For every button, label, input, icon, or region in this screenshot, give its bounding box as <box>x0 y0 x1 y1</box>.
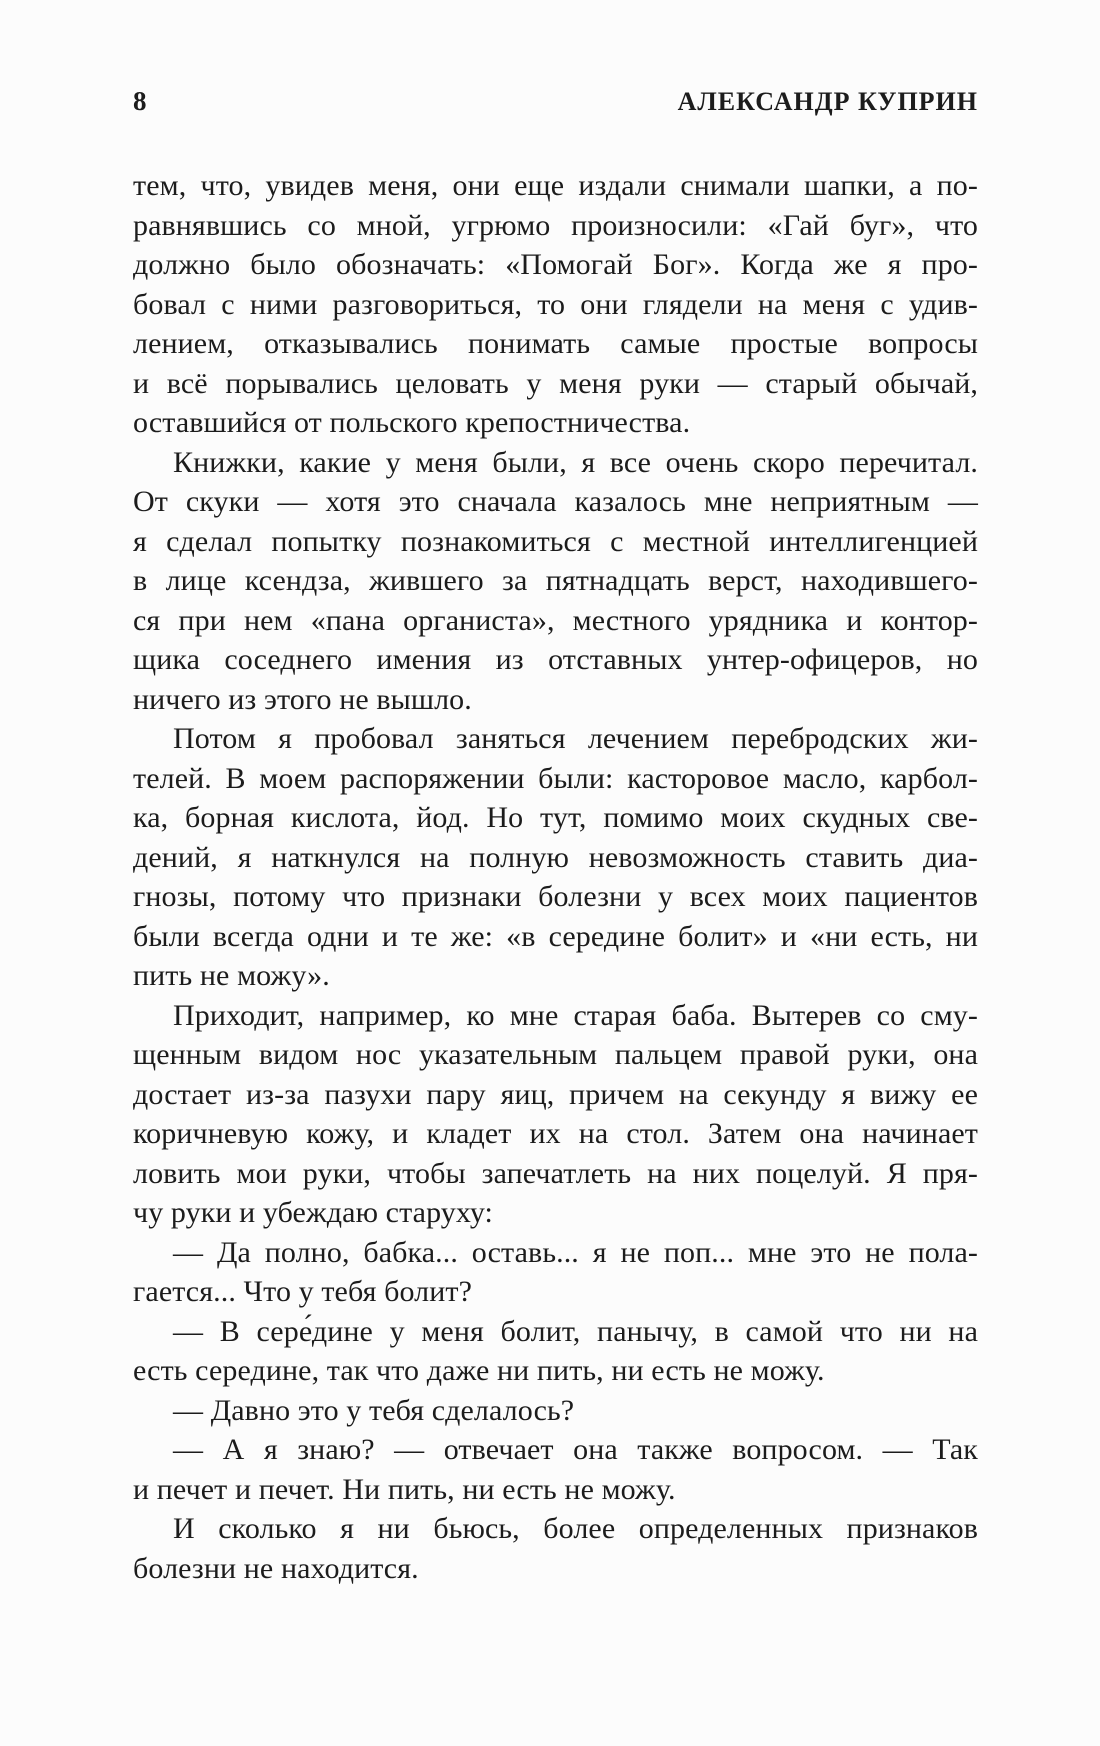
text-line: — А я знаю? — отвечает она также вопросом. — Так <box>173 1433 978 1466</box>
text-line: оставшийся от польского крепостничества. <box>133 406 691 439</box>
page-number: 8 <box>133 86 147 116</box>
content-column <box>133 0 978 1588</box>
text-line: Книжки, какие у меня были, я все очень скоро перечитал. <box>173 445 978 479</box>
text-line: бовал с ними разговориться, то они глядели на меня с удив- <box>133 287 978 321</box>
text-line: и печет и печет. Ни пить, ни есть не можу. <box>133 1472 676 1506</box>
text-line: — В сере́дине у меня болит, панычу, в самой что ни на <box>173 1314 978 1348</box>
text-line: — Да полно, бабка... оставь... я не поп... мне это не пола- <box>173 1235 978 1269</box>
text-line: коричневую кожу, и кладет их на стол. Затем она начинает <box>133 1117 978 1150</box>
text-line: телей. В моем распоряжении были: касторовое масло, карбол- <box>133 761 978 795</box>
text-line: щенным видом нос указательным пальцем правой руки, она <box>133 1038 978 1071</box>
body-text <box>133 166 978 1588</box>
text-line: в лице ксендза, жившего за пятнадцать верст, находившего- <box>133 564 978 597</box>
text-line: есть середине, так что даже ни пить, ни есть не можу. <box>133 1354 825 1387</box>
text-line: От скуки — хотя это сначала казалось мне неприятным — <box>133 485 978 518</box>
text-line: чу руки и убеждаю старуху: <box>133 1196 493 1229</box>
text-line: тем, что, увидев меня, они еще издали снимали шапки, а по- <box>133 169 978 202</box>
text-line: были всегда одни и те же: «в середине болит» и «ни есть, ни <box>133 919 978 953</box>
text-line: лением, отказывались понимать самые простые вопросы <box>133 327 978 360</box>
text-line: достает из-за пазухи пару яиц, причем на секунду я вижу ее <box>133 1077 978 1111</box>
text-line: ка, борная кислота, йод. Но тут, помимо моих скудных све- <box>133 801 978 834</box>
text-line: И сколько я ни бьюсь, более определенных признаков <box>173 1512 978 1545</box>
text-line: щика соседнего имения из отставных унтер-офицеров, но <box>133 643 978 676</box>
text-line: ловить мои руки, чтобы запечатлеть на них поцелуй. Я пря- <box>133 1156 978 1190</box>
text-line: и всё порывались целовать у меня руки — старый обычай, <box>133 366 978 400</box>
text-line: дений, я наткнулся на полную невозможность ставить диа- <box>133 840 978 874</box>
page-header <box>133 0 978 120</box>
text-line: Потом я пробовал заняться лечением перебродских жи- <box>173 722 978 755</box>
text-line: ничего из этого не вышло. <box>133 682 472 716</box>
text-line: равнявшись со мной, угрюмо произносили: «Гай буг», что <box>133 208 978 242</box>
text-line: гается... Что у тебя болит? <box>133 1275 472 1308</box>
text-line: я сделал попытку познакомиться с местной интеллигенцией <box>133 524 978 558</box>
text-line: пить не можу». <box>133 959 330 992</box>
text-line: Приходит, например, ко мне старая баба. Вытерев со сму- <box>173 998 978 1032</box>
text-line: — Давно это у тебя сделалось? <box>173 1393 575 1427</box>
text-line: болезни не находится. <box>133 1551 419 1585</box>
text-line: ся при нем «пана органиста», местного урядника и контор- <box>133 603 978 637</box>
text-line: гнозы, потому что признаки болезни у всех моих пациентов <box>133 880 978 913</box>
running-title: АЛЕКСАНДР КУПРИН <box>677 87 978 116</box>
text-line: должно было обозначать: «Помогай Бог». Когда же я про- <box>133 248 978 281</box>
